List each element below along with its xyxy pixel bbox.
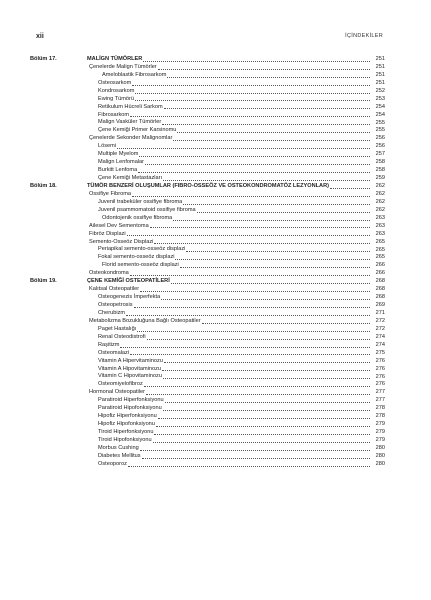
dot-leader [175,259,370,260]
dot-leader [163,410,370,411]
page-ref: 262 [375,183,385,189]
chapter-title: MALİGN TÜMÖRLER [87,55,143,62]
entry-title: Hipofiz Hipofonksiyonu [98,421,155,428]
toc-entry-row [30,207,385,215]
toc-entry-row [30,437,385,445]
dot-leader [162,124,370,125]
dot-leader [140,450,370,451]
dot-leader [130,354,370,355]
table-of-contents [30,56,385,469]
page-ref: 265 [375,238,385,245]
page-ref: 275 [375,349,385,356]
page-ref: 256 [375,135,385,142]
dot-leader [183,204,370,205]
page-ref: 274 [375,341,385,348]
page-ref: 254 [375,111,385,118]
toc-entry-row [30,262,385,270]
dot-leader [156,426,370,427]
page-ref: 265 [375,254,385,261]
toc-entry-row [30,405,385,413]
entry-title: Osteosarkom [98,79,132,86]
toc-entry-row [30,96,385,104]
entry-title: Çene Kemiği Metastazları [98,175,163,182]
page-ref: 276 [375,357,385,364]
entry-title: Ossifiye Fibroma [89,190,131,197]
dot-leader [167,77,370,78]
dot-leader [135,93,370,94]
toc-entry-row [30,223,385,231]
toc-entry-row [30,350,385,358]
dot-leader [117,148,370,149]
toc-entry-row [30,120,385,128]
entry-title: Malign Vasküler Tümörler [98,119,162,126]
toc-entry-row [30,381,385,389]
toc-chapter-row [30,183,385,191]
toc-entry-row [30,175,385,183]
entry-title: Vitamin A Hipovitaminozu [98,365,162,372]
toc-entry-row [30,358,385,366]
toc-entry-row [30,374,385,382]
page-ref: 279 [375,421,385,428]
entry-title: Çene Kemiği Primer Karsinomu [98,127,177,134]
toc-entry-row [30,215,385,223]
entry-title: Paratiroid Hiperfonksiyonu [98,397,164,404]
page-ref: 251 [375,63,385,70]
entry-title: Kalıtsal Osteopatiler [89,286,140,293]
toc-entry-row [30,112,385,120]
page-ref: 258 [375,159,385,166]
entry-title: Florid semento-osseöz displazi [102,262,179,269]
entry-title: Fokal semento-osseöz displazi [98,254,175,261]
dot-leader [153,442,370,443]
page-ref: 272 [375,317,385,324]
toc-entry-row [30,286,385,294]
dot-leader [154,243,370,244]
toc-entry-row [30,191,385,199]
toc-entry-row [30,421,385,429]
page-ref: 268 [375,286,385,293]
entry-title: Odontojenik ossifiye fibroma [102,214,173,221]
page-ref: 269 [375,302,385,309]
page-ref: 251 [375,71,385,78]
chapter-number: Bölüm 18. [30,183,57,189]
toc-entry-row [30,342,385,350]
entry-title: Semento-Osseöz Displazi [89,238,154,245]
page-ref: 271 [375,310,385,316]
page-ref: 277 [375,389,385,396]
entry-title: Juvenil trabeküler ossifiye fibroma [98,198,183,205]
dot-leader [137,331,370,332]
entry-title: Ewing Tümörü [98,95,134,102]
dot-leader [163,378,370,379]
page-ref: 263 [375,214,385,221]
entry-title: Paratiroid Hipofonksiyonu [98,405,162,412]
toc-entry-row [30,247,385,255]
chapter-number: Bölüm 17. [30,56,57,62]
entry-title: Çenelerde Sekonder Malignomlar [89,135,173,142]
page-ref: 280 [375,460,385,467]
toc-chapter-row [30,56,385,64]
toc-entry-row [30,445,385,453]
page-ref: 274 [375,333,385,340]
dot-leader [120,347,370,348]
toc-entry-row [30,64,385,72]
entry-title: Çenelerde Malign Tümörler [89,63,157,70]
page-ref: 251 [375,79,385,86]
page-ref: 278 [375,413,385,420]
dot-leader [147,339,370,340]
dot-leader [202,323,370,324]
page-ref: 255 [375,119,385,126]
entry-title: Fibrosarkom [98,111,130,118]
toc-entry-row [30,334,385,342]
page-ref: 278 [375,405,385,412]
entry-title: Osteoporoz [98,460,127,467]
entry-title: Burkitt Lenfoma [98,167,138,174]
dot-leader [173,220,370,221]
page-ref: 258 [375,167,385,174]
dot-leader [143,61,370,62]
toc-entry-row [30,127,385,135]
page-ref: 266 [375,270,385,277]
dot-leader [130,275,370,276]
entry-title: Vitamin C Hipovitaminozu [98,373,162,380]
entry-title: Ameloblastik Fibrosarkom [102,71,167,78]
page-ref: 277 [375,397,385,404]
entry-title: Vitamin A Hipervitaminozu [98,357,163,364]
toc-entry-row [30,231,385,239]
dot-leader [165,402,370,403]
entry-title: Morbus Cushing [98,444,139,451]
page-ref: 263 [375,230,385,237]
toc-entry-row [30,199,385,207]
page-ref: 280 [375,452,385,459]
entry-title: Osteopetrosis [98,302,133,309]
running-head: İÇİNDEKİLER [345,33,383,39]
dot-leader [127,235,370,236]
toc-entry-row [30,167,385,175]
chapter-title: ÇENE KEMİĞİ OSTEOPATİLERİ [87,278,170,285]
toc-entry-row [30,72,385,80]
entry-title: Osteomiyelofibroz [98,381,143,388]
page-ref: 276 [375,373,385,380]
page-ref: 279 [375,437,385,443]
page-ref: 251 [375,56,385,62]
toc-entry-row [30,461,385,469]
dot-leader [134,307,370,308]
toc-entry-row [30,397,385,405]
page-number: xii [36,33,44,40]
toc-entry-row [30,159,385,167]
dot-leader [197,212,370,213]
dot-leader [158,418,370,419]
dot-leader [162,370,370,371]
entry-title: Diabetes Mellitus [98,452,141,459]
entry-title: Raşitizm [98,341,120,348]
chapter-title: TÜMÖR BENZERİ OLUŞUMLAR (FIBRO-OSSEÖZ VE OSTEOKONDROMATÖZ LEZYONLAR) [87,182,329,189]
page-ref: 265 [375,246,385,253]
dot-leader [126,315,370,316]
entry-title: Renal Osteodistrofi [98,333,146,340]
dot-leader [171,283,370,284]
entry-title: Metabolizma Bozukluğuna Bağlı Osteopatiler [89,317,201,324]
entry-title: Fibröz Displazi [89,230,126,237]
toc-entry-row [30,151,385,159]
toc-entry-row [30,270,385,278]
entry-title: Kondrosarkom [98,87,135,94]
entry-title: Retikulum Hücreli Sarkom [98,103,163,110]
dot-leader [180,267,370,268]
toc-entry-row [30,80,385,88]
page-ref: 263 [375,222,385,229]
page-ref: 272 [375,325,385,332]
dot-leader [135,100,370,101]
page-ref: 254 [375,103,385,110]
entry-title: Osteogenezis İmperfekta [98,294,161,301]
dot-leader [177,132,370,133]
dot-leader [142,458,370,459]
entry-title: Osteokondroma [89,270,129,277]
dot-leader [158,69,370,70]
toc-entry-row [30,88,385,96]
page-ref: 256 [375,143,385,150]
page-ref: 280 [375,444,385,451]
page-ref: 262 [375,198,385,205]
toc-entry-row [30,239,385,247]
dot-leader [130,116,370,117]
page-ref: 259 [375,175,385,182]
entry-title: Cherubizm [98,309,126,316]
toc-entry-row [30,389,385,397]
dot-leader [128,466,370,467]
dot-leader [163,180,370,181]
toc-entry-row [30,310,385,318]
dot-leader [138,172,370,173]
entry-title: Periapikal semento-osseöz displazi [98,246,186,253]
entry-title: Hipofiz Hiperfonksiyonu [98,413,157,420]
dot-leader [132,196,370,197]
dot-leader [186,251,370,252]
entry-title: Lösemi [98,143,117,150]
dot-leader [161,299,370,300]
page-ref: 262 [375,190,385,197]
dot-leader [150,227,370,228]
page-ref: 252 [375,87,385,94]
page-ref: 268 [375,278,385,285]
dot-leader [146,394,370,395]
entry-title: Juvenil psammomatoid ossifiye fibroma [98,206,196,213]
entry-title: Ailesel Dev Sementoma [89,222,149,229]
toc-entry-row [30,413,385,421]
page-header [36,33,383,43]
entry-title: Paget Hastalığı [98,325,137,332]
toc-entry-row [30,104,385,112]
dot-leader [164,362,370,363]
toc-entry-row [30,294,385,302]
entry-title: Tiroid Hiperfonksiyonu [98,429,154,436]
chapter-number: Bölüm 19. [30,278,57,285]
toc-entry-row [30,135,385,143]
entry-title: Malign Lenfomalar [98,159,145,166]
dot-leader [144,386,370,387]
page-ref: 279 [375,429,385,436]
page-ref: 257 [375,151,385,158]
page-ref: 268 [375,294,385,301]
toc-entry-row [30,254,385,262]
toc-entry-row [30,318,385,326]
toc-entry-row [30,453,385,461]
page-ref: 276 [375,365,385,372]
toc-entry-row [30,326,385,334]
page-ref: 266 [375,262,385,269]
toc-entry-row [30,143,385,151]
dot-leader [164,108,370,109]
page-ref: 253 [375,95,385,102]
toc-entry-row [30,366,385,374]
toc-chapter-row [30,278,385,286]
page-ref: 255 [375,127,385,134]
dot-leader [140,291,370,292]
toc-entry-row [30,302,385,310]
dot-leader [154,434,370,435]
dot-leader [173,140,370,141]
entry-title: Hormonal Osteopatiler [89,389,145,396]
entry-title: Multiple Myelom [98,151,139,158]
dot-leader [145,164,370,165]
dot-leader [139,156,370,157]
page-ref: 262 [375,206,385,213]
page-ref: 276 [375,381,385,388]
entry-title: Osteomalazi [98,349,130,356]
toc-entry-row [30,429,385,437]
dot-leader [132,85,370,86]
entry-title: Tiroid Hipofonksiyonu [98,436,152,443]
dot-leader [330,188,370,189]
